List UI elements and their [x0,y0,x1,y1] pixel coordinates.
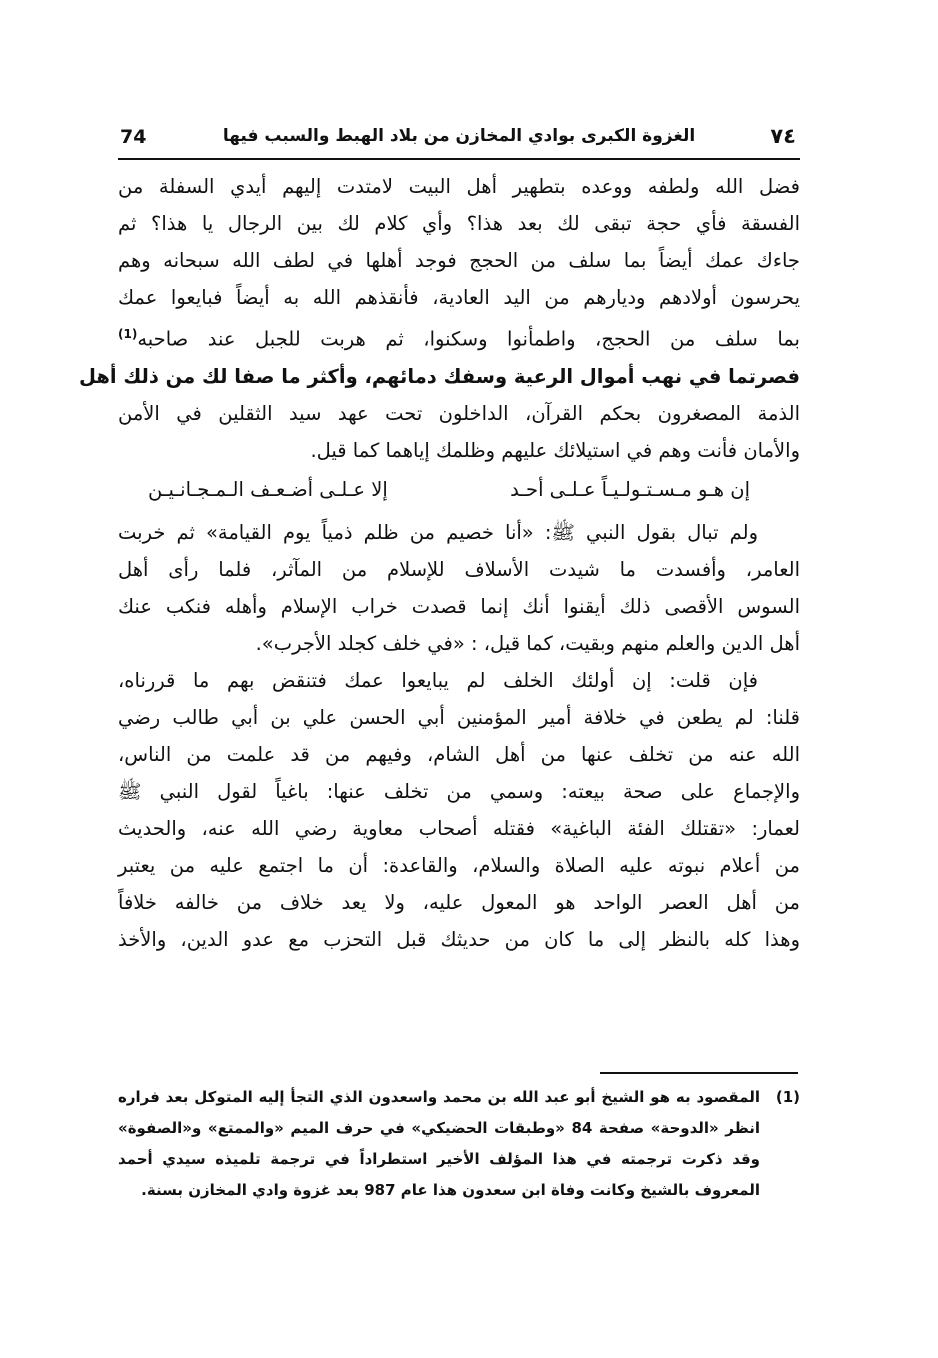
footnote-line: انظر «الدوحة» صفحة 84 «وطبقات الحضيكي» في حرف الميم «والممتع» و«الصفوة» [118,1119,761,1137]
text-line: من أعلام نبوته عليه الصلاة والسلام، والقاعدة: أن ما اجتمع عليه من يعتبر [118,853,800,877]
paragraph-3 [118,662,800,958]
text-line: الله عنه من تخلف عنها من أهل الشام، وفيهم من قد علمت من الناس، [118,742,800,766]
text-line: ولم تبال بقول النبي ﷺ: «أنا خصيم من ظلم ذمياً يوم القيامة» ثم خربت [118,520,758,544]
text-line: يحرسون أولادهم وديارهم من اليد العادية، فأنقذهم الله به أيضاً فبايعوا عمك [118,286,800,309]
paragraph-1 [78,168,800,469]
page-number-arabic: ٧٤ [770,124,796,148]
text-line: لعمار: «تقتلك الفئة الباغية» فقتله أصحاب معاوية رضي الله عنه، والحديث [118,816,800,840]
footnote-line: وقد ذكرت ترجمته في هذا المؤلف الأخير استطراداً في ترجمة تلميذه سيدي أحمد [118,1150,760,1168]
text-line: وهذا كله بالنظر إلى ما كان من حديثك قبل التحزب مع عدو الدين، والأخذ [118,927,800,951]
text-line: فإن قلت: إن أولئك الخلف لم يبايعوا عمك فتنقض بهم ما قررناه، [118,668,758,692]
running-title: الغزوة الكبرى بوادي المخازن من بلاد الهبط والسبب فيها [222,126,696,146]
footnote-reference[interactable]: (1) [118,327,138,341]
text-line: فضل الله ولطفه ووعده بتطهير أهل البيت لامتدت إليهم أيدي السفلة من [118,175,800,198]
running-header [118,122,800,158]
paragraph-2 [118,514,800,662]
page-number-latin: 74 [120,126,147,148]
footnote-marker: (1) [775,1088,800,1106]
footnote [118,1082,800,1206]
text-line: السوس الأقصى ذلك أيقنوا أنك إنما قصدت خراب الإسلام وأهله فنكب عنك [118,594,800,618]
poetry-verse [118,471,800,508]
main-text [78,168,800,958]
text-line: قلنا: لم يطعن في خلافة أمير المؤمنين أبي الحسن علي بن أبي طالب رضي [118,705,800,729]
verse-second-hemistich: إلا عـلـى أضـعـف الـمـجـانـيـن [148,477,388,501]
footnote-text: المقصود به هو الشيخ أبو عبد الله بن محمد واسعدون الذي التجأ إليه المتوكل بعد فراره [118,1088,760,1106]
text-line: الذمة المصغرون بحكم القرآن، الداخلون تحت عهد سيد الثقلين في الأمن [118,401,800,425]
text-line: العامر، وأفسدت ما شيدت الأسلاف للإسلام من المآثر، فلما رأى أهل [118,557,800,581]
text-line: والأمان فأنت وهم في استيلائك عليهم وظلمك إياهما كما قيل. [310,438,800,462]
text-segment: بما سلف من الحجج، واطمأنوا وسكنوا، ثم هربت للجبل عند صاحبه [137,327,800,351]
text-line: والإجماع على صحة بيعته: وسمي من تخلف عنها: باغياً لقول النبي ﷺ [118,779,800,803]
verse-first-hemistich: إن هـو مـسـتـولـيـاً عـلـى أحـد [510,477,750,501]
text-line-with-note [118,316,800,358]
text-line: جاءك عمك أيضاً بما سلف من الحجج فوجد أهلها في لطف الله سبحانه وهم [118,249,800,272]
text-line: أهل الدين والعلم منهم وبقيت، كما قيل، : «في خلف كجلد الأجرب». [255,631,800,655]
footnote-line: المعروف بالشيخ وكانت وفاة ابن سعدون هذا عام 987 بعد غزوة وادي المخازن بسنة. [141,1181,760,1199]
text-line: من أهل العصر الواحد هو المعول عليه، ولا يعد خلاف من خالفه خلافاً [118,890,800,914]
footnote-separator [600,1072,798,1074]
text-line: فصرتما في نهب أموال الرعية وسفك دمائهم، وأكثر ما صفا لك من ذلك أهل [78,364,800,388]
header-rule [118,158,800,160]
footnote-line [118,1082,800,1113]
text-line: الفسقة فأي حجة تبقى لك بعد هذا؟ وأي كلام لك بين الرجال يا هذا؟ ثم [118,212,800,235]
